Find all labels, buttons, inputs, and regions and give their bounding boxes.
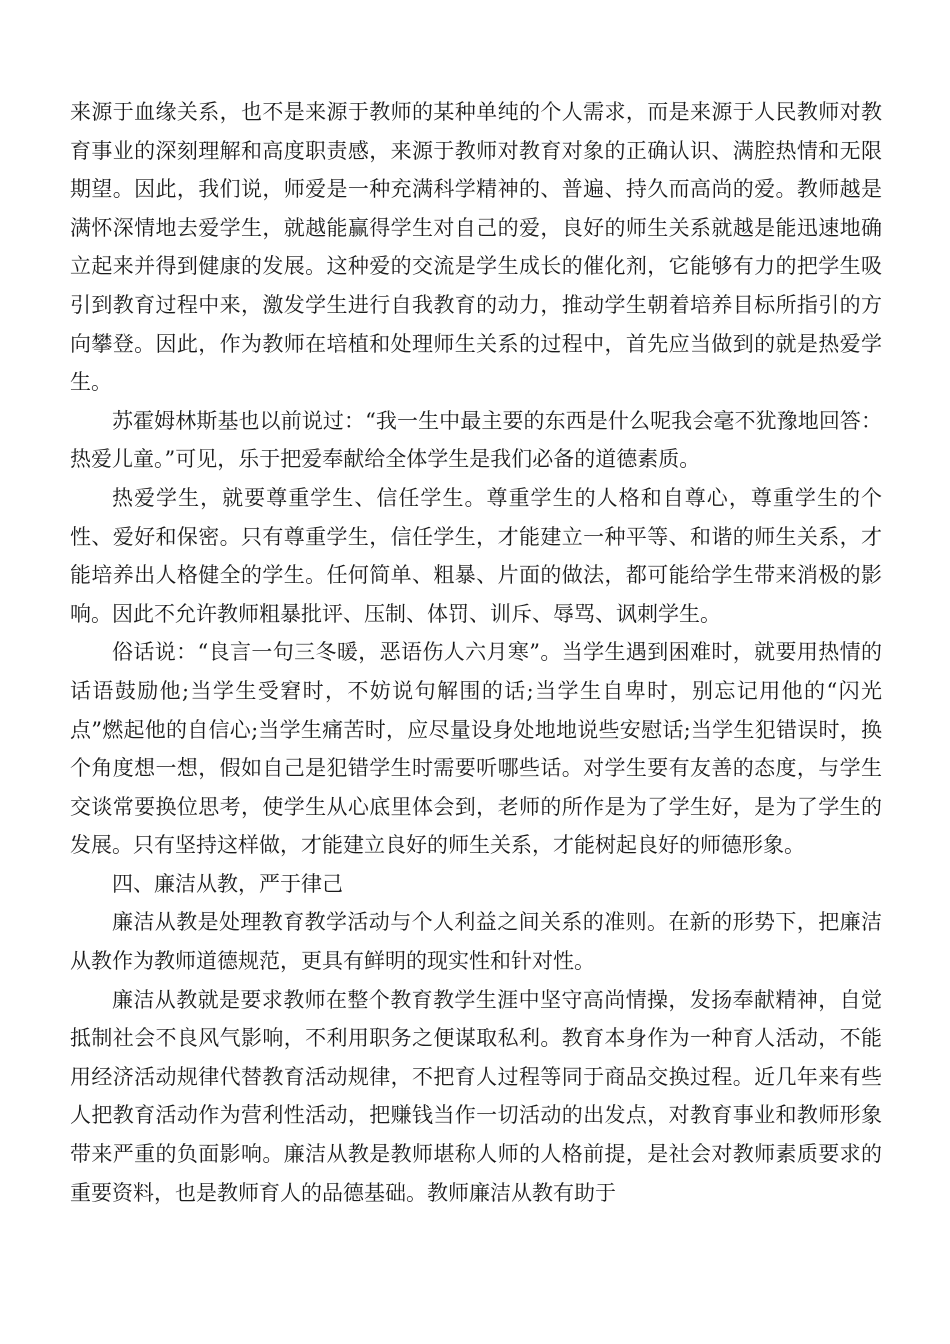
paragraph-integrity-detail: 廉洁从教就是要求教师在整个教育教学生涯中坚守高尚情操，发扬奉献精神，自觉抵制社会不良风气影响，不利用职务之便谋取私利。教育本身作为一种育人活动，不能用经济活动规律代替教育活动规律，不把育人过程等同于商品交换过程。近几年来有些人把教育活动作为营利性活动，把赚钱当作一切活动的出发点，对教育事业和教师形象带来严重的负面影响。廉洁从教是教师堪称人师的人格前提，是社会对教师素质要求的重要资料，也是教师育人的品德基础。教师廉洁从教有助于: [70, 987, 882, 1205]
paragraph-continuation: 来源于血缘关系，也不是来源于教师的某种单纯的个人需求，而是来源于人民教师对教育事业的深刻理解和高度职责感，来源于教师对教育对象的正确认识、满腔热情和无限期望。因此，我们说，师爱是一种充满科学精神的、普遍、持久而高尚的爱。教师越是满怀深情地去爱学生，就越能赢得学生对自己的爱，良好的师生关系就越是能迅速地确立起来并得到健康的发展。这种爱的交流是学生成长的催化剂，它能够有力的把学生吸引到教育过程中来，激发学生进行自我教育的动力，推动学生朝着培养目标所指引的方向攀登。因此，作为教师在培植和处理师生关系的过程中，首先应当做到的就是热爱学生。: [70, 100, 882, 395]
paragraph-integrity-principle: 廉洁从教是处理教育教学活动与个人利益之间关系的准则。在新的形势下，把廉洁从教作为教师道德规范，更具有鲜明的现实性和针对性。: [70, 910, 882, 974]
paragraph-proverb: 俗话说：“良言一句三冬暖，恶语伤人六月寒”。当学生遇到困难时，就要用热情的话语鼓励他;当学生受窘时，不妨说句解围的话;当学生自卑时，别忘记用他的“闪光点”燃起他的自信心;当学生痛苦时，应尽量设身处地地说些安慰话;当学生犯错误时，换个角度想一想，假如自己是犯错学生时需要听哪些话。对学生要有友善的态度，与学生交谈常要换位思考，使学生从心底里体会到，老师的所作是为了学生好，是为了学生的发展。只有坚持这样做，才能建立良好的师生关系，才能树起良好的师德形象。: [70, 640, 882, 858]
paragraph-respect-students: 热爱学生，就要尊重学生、信任学生。尊重学生的人格和自尊心，尊重学生的个性、爱好和保密。只有尊重学生，信任学生，才能建立一种平等、和谐的师生关系，才能培养出人格健全的学生。任何简单、粗暴、片面的做法，都可能给学生带来消极的影响。因此不允许教师粗暴批评、压制、体罚、训斥、辱骂、讽刺学生。: [70, 485, 882, 626]
document-page: [70, 93, 882, 1212]
section-heading: 四、廉洁从教，严于律己: [112, 871, 343, 896]
paragraph-sukhomlinsky-quote: 苏霍姆林斯基也以前说过：“我一生中最主要的东西是什么呢我会毫不犹豫地回答：热爱儿童。”可见，乐于把爱奉献给全体学生是我们必备的道德素质。: [70, 408, 882, 472]
